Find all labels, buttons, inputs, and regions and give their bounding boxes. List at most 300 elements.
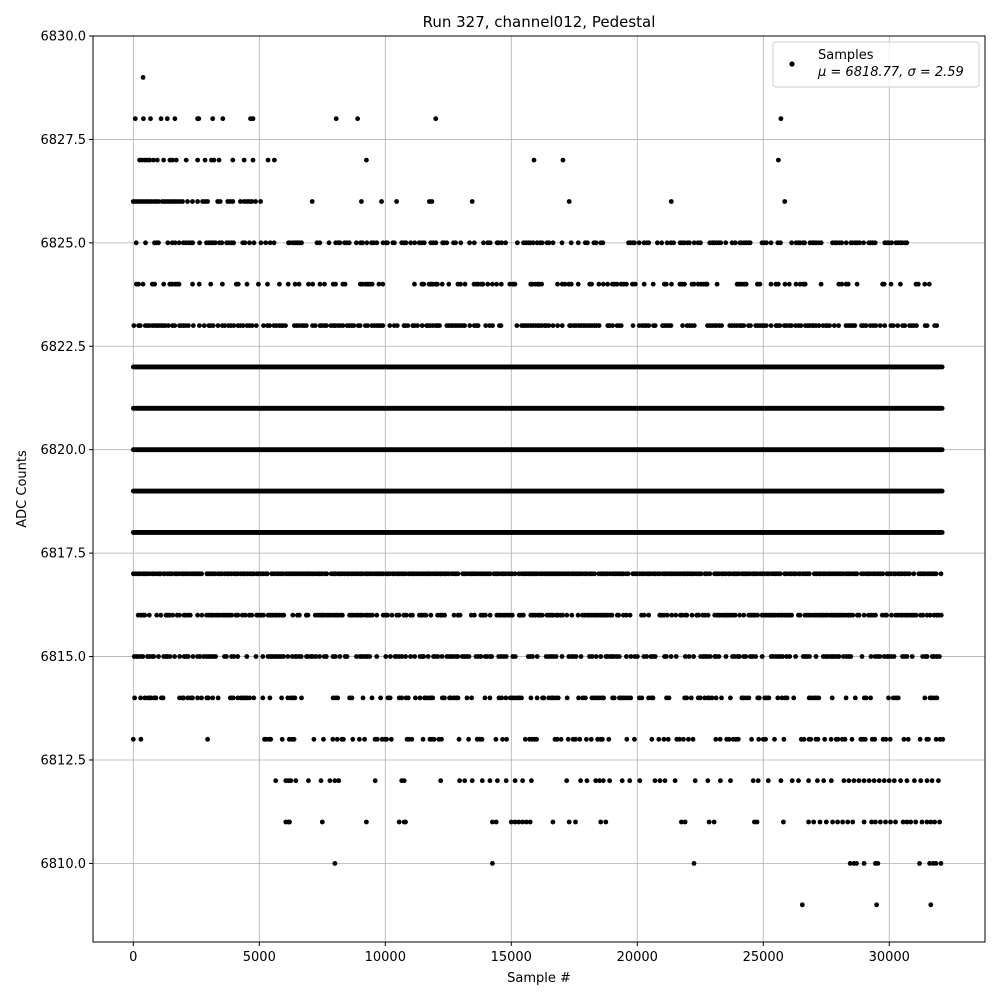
data-point — [687, 654, 692, 659]
data-point — [195, 158, 200, 163]
data-point — [790, 778, 795, 783]
data-point — [165, 240, 170, 245]
data-point — [698, 696, 703, 701]
data-point — [385, 613, 390, 618]
data-point — [420, 323, 425, 328]
data-point — [855, 282, 860, 287]
data-point — [131, 737, 136, 742]
data-point — [743, 654, 748, 659]
data-point — [504, 654, 509, 659]
data-point — [708, 571, 713, 576]
data-point — [383, 654, 388, 659]
data-point — [357, 737, 362, 742]
data-point — [352, 323, 357, 328]
data-point — [876, 861, 881, 866]
data-point — [180, 696, 185, 701]
data-point — [624, 282, 629, 287]
data-point — [456, 571, 461, 576]
data-point — [273, 778, 278, 783]
data-point — [906, 737, 911, 742]
data-point — [365, 240, 370, 245]
data-point — [854, 861, 859, 866]
data-point — [737, 654, 742, 659]
data-point — [782, 737, 787, 742]
data-point — [928, 902, 933, 907]
data-point — [438, 778, 443, 783]
data-point — [462, 778, 467, 783]
data-point — [791, 696, 796, 701]
data-point — [359, 199, 364, 204]
data-point — [824, 820, 829, 825]
data-point — [216, 323, 221, 328]
data-point — [322, 282, 327, 287]
data-point — [297, 613, 302, 618]
y-tick-label: 6830.0 — [40, 29, 86, 45]
data-point — [653, 778, 658, 783]
data-point — [888, 737, 893, 742]
data-point — [551, 820, 556, 825]
data-point — [878, 820, 883, 825]
data-point — [736, 737, 741, 742]
data-point — [205, 737, 210, 742]
data-point — [914, 323, 919, 328]
data-point — [151, 654, 156, 659]
data-point — [252, 240, 257, 245]
data-point — [733, 240, 738, 245]
data-point — [749, 737, 754, 742]
data-point — [878, 654, 883, 659]
data-point — [370, 613, 375, 618]
data-point — [403, 654, 408, 659]
data-point — [693, 778, 698, 783]
data-point — [397, 820, 402, 825]
data-point — [141, 75, 146, 80]
data-point — [211, 323, 216, 328]
data-point — [453, 240, 458, 245]
data-point — [483, 613, 488, 618]
data-point — [560, 654, 565, 659]
data-point — [220, 116, 225, 121]
data-point — [807, 571, 812, 576]
data-point — [333, 861, 338, 866]
data-point — [655, 240, 660, 245]
data-point — [133, 116, 138, 121]
data-point — [717, 654, 722, 659]
data-point — [922, 696, 927, 701]
data-point — [190, 696, 195, 701]
data-point — [504, 778, 509, 783]
data-point — [921, 613, 926, 618]
data-point — [231, 240, 236, 245]
data-point — [880, 571, 885, 576]
data-point — [446, 282, 451, 287]
data-point — [251, 696, 256, 701]
data-point — [869, 654, 874, 659]
x-axis-label: Sample # — [507, 971, 571, 986]
data-point — [480, 778, 485, 783]
data-point — [155, 158, 160, 163]
data-point — [350, 737, 355, 742]
data-point — [324, 323, 329, 328]
data-point — [523, 737, 528, 742]
data-point — [364, 820, 369, 825]
data-point — [667, 696, 672, 701]
data-point — [594, 240, 599, 245]
data-point — [530, 654, 535, 659]
data-point — [197, 240, 202, 245]
data-point — [787, 654, 792, 659]
data-point — [138, 323, 143, 328]
data-point — [184, 158, 189, 163]
data-point — [615, 282, 620, 287]
data-point — [939, 613, 944, 618]
data-point — [936, 778, 941, 783]
data-point — [551, 240, 556, 245]
data-point — [911, 571, 916, 576]
data-point — [569, 240, 574, 245]
data-point — [769, 282, 774, 287]
data-point — [712, 820, 717, 825]
data-point — [499, 323, 504, 328]
data-point — [283, 323, 288, 328]
data-point — [373, 778, 378, 783]
data-point — [335, 696, 340, 701]
data-point — [404, 613, 409, 618]
y-tick-label: 6817.5 — [40, 546, 86, 562]
data-point — [272, 158, 277, 163]
data-point — [561, 158, 566, 163]
data-point — [566, 737, 571, 742]
data-point — [534, 737, 539, 742]
data-point — [612, 696, 617, 701]
data-point — [603, 820, 608, 825]
x-tick-label: 5000 — [242, 950, 276, 965]
data-point — [708, 654, 713, 659]
data-point — [854, 571, 859, 576]
data-point — [244, 654, 249, 659]
data-point — [769, 323, 774, 328]
data-point — [850, 613, 855, 618]
data-point — [910, 654, 915, 659]
data-point — [306, 613, 311, 618]
data-point — [782, 199, 787, 204]
data-point — [513, 778, 518, 783]
data-point — [434, 240, 439, 245]
y-tick-label: 6815.0 — [40, 650, 86, 666]
data-point — [616, 613, 621, 618]
data-point — [864, 323, 869, 328]
data-point — [421, 282, 426, 287]
data-point — [168, 654, 173, 659]
data-point — [410, 613, 415, 618]
data-point — [299, 654, 304, 659]
data-point — [632, 240, 637, 245]
data-point — [472, 613, 477, 618]
data-point — [247, 240, 252, 245]
data-point — [408, 654, 413, 659]
data-point — [916, 282, 921, 287]
data-point — [802, 737, 807, 742]
data-point — [589, 737, 594, 742]
data-point — [606, 737, 611, 742]
data-point — [569, 613, 574, 618]
data-point — [370, 282, 375, 287]
data-point — [277, 282, 282, 287]
data-point — [230, 199, 235, 204]
data-point — [467, 323, 472, 328]
data-point — [177, 613, 182, 618]
data-point — [310, 282, 315, 287]
data-point — [673, 613, 678, 618]
data-point — [633, 282, 638, 287]
data-point — [748, 240, 753, 245]
data-point — [874, 902, 879, 907]
data-point — [564, 613, 569, 618]
data-point — [651, 696, 656, 701]
data-point — [476, 323, 481, 328]
x-tick-label: 30000 — [868, 950, 910, 965]
legend-marker — [789, 61, 794, 66]
data-point — [200, 613, 205, 618]
data-point — [556, 696, 561, 701]
data-point — [895, 323, 900, 328]
data-point — [559, 737, 564, 742]
data-point — [847, 778, 852, 783]
data-point — [872, 737, 877, 742]
data-point — [389, 737, 394, 742]
data-point — [783, 282, 788, 287]
data-point — [681, 737, 686, 742]
data-point — [132, 323, 137, 328]
data-point — [231, 323, 236, 328]
data-point — [306, 282, 311, 287]
data-point — [318, 282, 323, 287]
data-point — [846, 282, 851, 287]
data-point — [141, 282, 146, 287]
data-point — [430, 199, 435, 204]
data-point — [888, 820, 893, 825]
data-point — [935, 696, 940, 701]
data-point — [330, 737, 335, 742]
data-point — [456, 696, 461, 701]
data-point — [265, 571, 270, 576]
data-point — [540, 613, 545, 618]
data-point — [867, 778, 872, 783]
data-point — [610, 323, 615, 328]
data-point — [728, 696, 733, 701]
data-point — [930, 778, 935, 783]
data-point — [628, 613, 633, 618]
data-point — [515, 240, 520, 245]
data-point — [798, 613, 803, 618]
data-point — [535, 654, 540, 659]
data-point — [644, 654, 649, 659]
data-point — [861, 240, 866, 245]
data-point — [610, 613, 615, 618]
data-point — [539, 282, 544, 287]
data-point — [159, 116, 164, 121]
data-point — [579, 654, 584, 659]
data-point — [345, 654, 350, 659]
data-point — [554, 654, 559, 659]
data-point — [800, 902, 805, 907]
x-tick-label: 15000 — [490, 950, 532, 965]
data-point — [409, 737, 414, 742]
data-point — [830, 696, 835, 701]
data-point — [691, 737, 696, 742]
data-point — [520, 778, 525, 783]
data-point — [220, 282, 225, 287]
data-point — [877, 778, 882, 783]
data-point — [723, 240, 728, 245]
data-point — [399, 696, 404, 701]
data-point — [280, 737, 285, 742]
data-point — [205, 199, 210, 204]
data-point — [528, 820, 533, 825]
data-point — [664, 654, 669, 659]
data-point — [412, 282, 417, 287]
data-point — [873, 613, 878, 618]
data-point — [250, 323, 255, 328]
data-point — [878, 323, 883, 328]
legend-series-name: Samples — [818, 48, 874, 63]
data-point — [472, 240, 477, 245]
data-point — [206, 696, 211, 701]
data-point — [560, 240, 565, 245]
data-point — [529, 778, 534, 783]
data-point — [756, 737, 761, 742]
y-tick-label: 6822.5 — [40, 339, 86, 355]
data-point — [148, 116, 153, 121]
data-point — [763, 737, 768, 742]
data-point — [905, 654, 910, 659]
data-point — [195, 696, 200, 701]
data-point — [263, 240, 268, 245]
data-point — [637, 240, 642, 245]
data-point — [573, 737, 578, 742]
data-point — [481, 240, 486, 245]
data-point — [483, 696, 488, 701]
data-point — [504, 696, 509, 701]
data-point — [939, 861, 944, 866]
data-point — [669, 654, 674, 659]
data-point — [574, 654, 579, 659]
data-point — [848, 654, 853, 659]
data-point — [439, 737, 444, 742]
data-point — [934, 861, 939, 866]
data-point — [772, 737, 777, 742]
data-point — [285, 654, 290, 659]
data-point — [432, 737, 437, 742]
data-point — [442, 613, 447, 618]
data-point — [281, 613, 286, 618]
data-point — [435, 654, 440, 659]
data-point — [832, 323, 837, 328]
data-point — [347, 240, 352, 245]
data-point — [375, 737, 380, 742]
data-point — [365, 323, 370, 328]
data-point — [827, 323, 832, 328]
data-point — [659, 240, 664, 245]
data-point — [304, 323, 309, 328]
data-point — [147, 613, 152, 618]
data-point — [692, 861, 697, 866]
data-point — [367, 654, 372, 659]
data-point — [354, 240, 359, 245]
data-point — [495, 778, 500, 783]
data-point — [673, 778, 678, 783]
data-point — [913, 820, 918, 825]
data-point — [872, 778, 877, 783]
data-point — [173, 116, 178, 121]
data-point — [715, 282, 720, 287]
data-point — [312, 737, 317, 742]
data-point — [908, 820, 913, 825]
data-point — [281, 654, 286, 659]
data-point — [190, 240, 195, 245]
data-point — [769, 240, 774, 245]
data-point — [132, 696, 137, 701]
data-point — [350, 696, 355, 701]
data-point — [889, 613, 894, 618]
data-point — [892, 654, 897, 659]
data-point — [286, 282, 291, 287]
data-point — [789, 240, 794, 245]
data-point — [490, 861, 495, 866]
data-point — [195, 199, 200, 204]
data-point — [267, 323, 272, 328]
data-point — [836, 323, 841, 328]
data-point — [467, 240, 472, 245]
data-point — [174, 158, 179, 163]
data-point — [418, 696, 423, 701]
data-point — [293, 696, 298, 701]
data-point — [310, 199, 315, 204]
data-point — [210, 116, 215, 121]
data-point — [920, 820, 925, 825]
data-point — [143, 240, 148, 245]
data-point — [663, 778, 668, 783]
data-point — [635, 654, 640, 659]
data-point — [758, 282, 763, 287]
data-point — [882, 778, 887, 783]
data-point — [912, 778, 917, 783]
data-point — [863, 737, 868, 742]
data-point — [569, 282, 574, 287]
data-point — [317, 654, 322, 659]
data-point — [404, 240, 409, 245]
data-point — [601, 240, 606, 245]
data-point — [755, 820, 760, 825]
data-point — [251, 116, 256, 121]
data-point — [766, 778, 771, 783]
data-point — [287, 820, 292, 825]
data-point — [578, 778, 583, 783]
data-point — [138, 696, 143, 701]
data-point — [186, 654, 191, 659]
data-point — [462, 323, 467, 328]
data-point — [442, 696, 447, 701]
data-point — [653, 654, 658, 659]
data-point — [154, 613, 159, 618]
data-point — [598, 654, 603, 659]
data-point — [320, 820, 325, 825]
data-point — [778, 571, 783, 576]
data-point — [158, 613, 163, 618]
data-point — [265, 282, 270, 287]
data-point — [334, 116, 339, 121]
data-point — [228, 696, 233, 701]
